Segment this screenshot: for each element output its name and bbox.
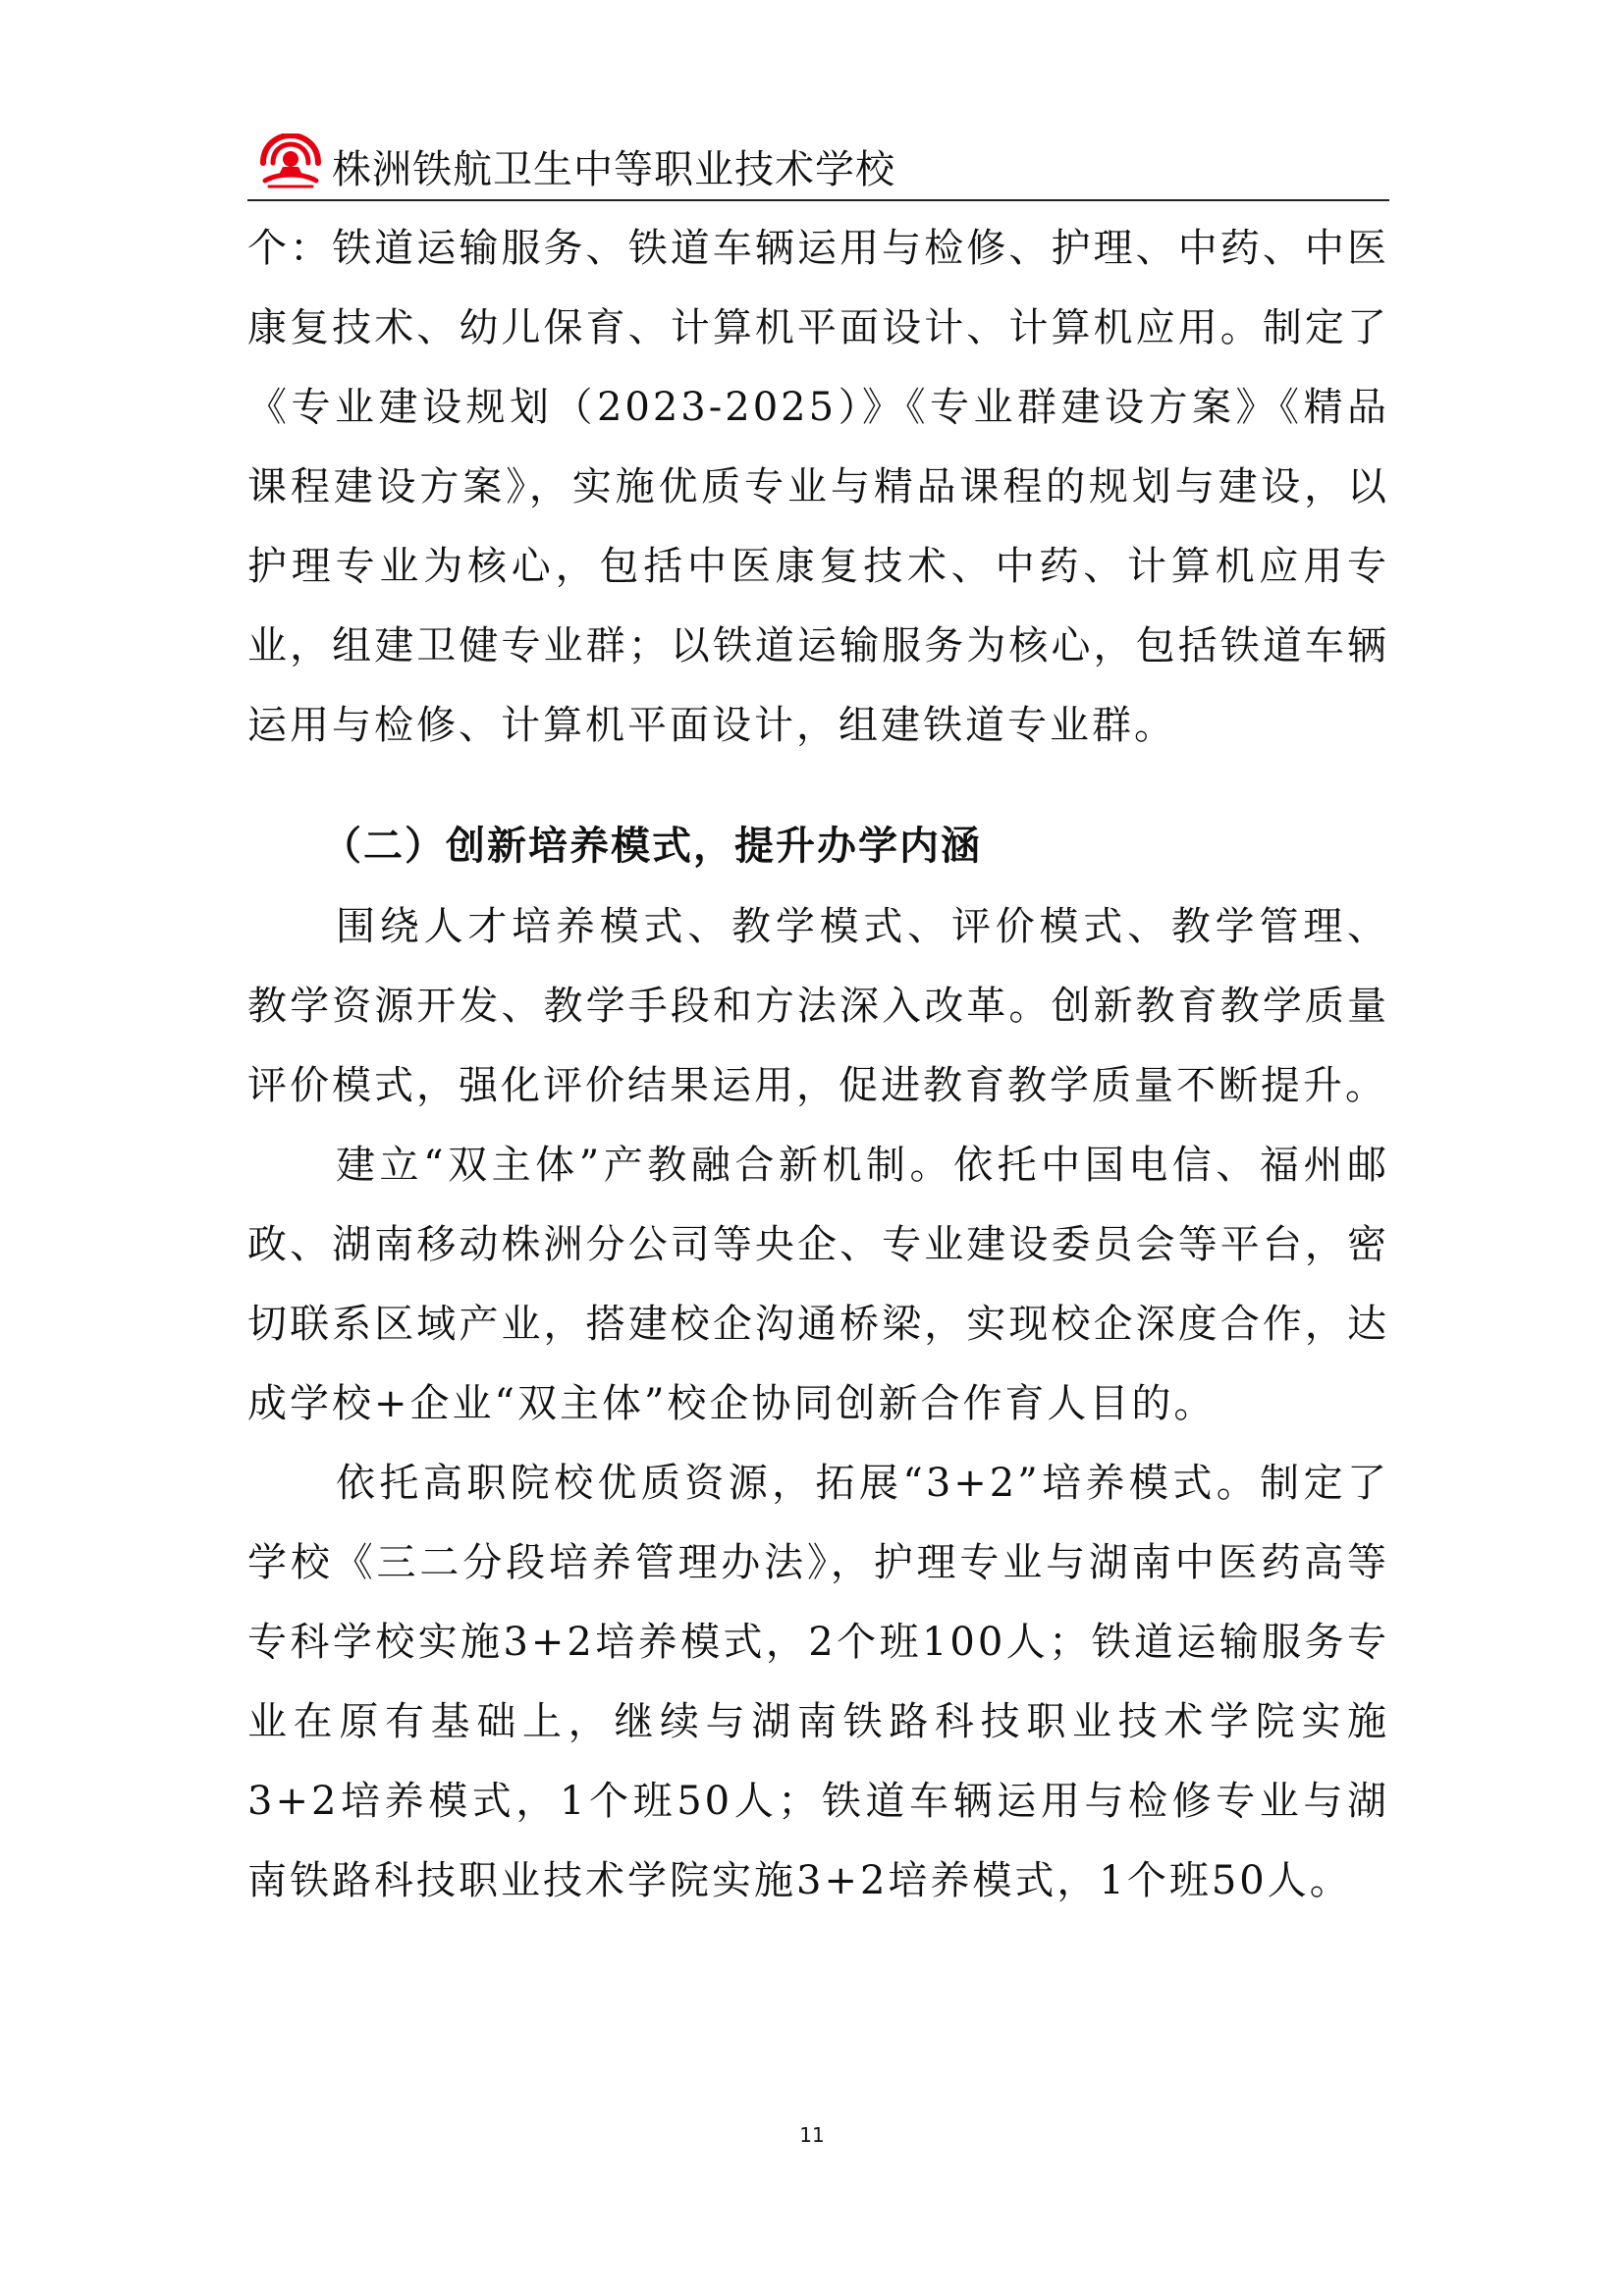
paragraph-3plus2: 依托高职院校优质资源，拓展“3+2”培养模式。制定了学校《三二分段培养管理办法》，护理专业与湖南中医药高等专科学校实施3+2培养模式，2个班100人；铁道运输服务专业在原有基础上，继续与湖南铁路科技职业技术学院实施3+2培养模式，1个班50人；铁道车辆运用与检修专业与湖南铁路科技职业技术学院实施3+2培养模式，1个班50人。: [247, 1461, 1389, 1903]
school-name: 株洲铁航卫生中等职业技术学校: [332, 147, 895, 192]
paragraph-dual-subject: 建立“双主体”产教融合新机制。依托中国电信、福州邮政、湖南移动株洲分公司等央企、专业建设委员会等平台，密切联系区域产业，搭建校企沟通桥梁，实现校企深度合作，达成学校+企业“双主体”校企协同创新合作育人目的。: [247, 1143, 1389, 1426]
section-heading: （二）创新培养模式，提升办学内涵: [322, 824, 982, 869]
paragraph-majors: 个：铁道运输服务、铁道车辆运用与检修、护理、中药、中医康复技术、幼儿保育、计算机平面设计、计算机应用。制定了《专业建设规划（2023-2025）》《专业群建设方案》《精品课程建设方案》，实施优质专业与精品课程的规划与建设，以护理专业为核心，包括中医康复技术、中药、计算机应用专业，组建卫健专业群；以铁道运输服务为核心，包括铁道车辆运用与检修、计算机平面设计，组建铁道专业群。: [247, 226, 1389, 748]
document-body: [247, 209, 1389, 1921]
paragraph-reform: 围绕人才培养模式、教学模式、评价模式、教学管理、教学资源开发、教学手段和方法深入改革。创新教育教学质量评价模式，强化评价结果运用，促进教育教学质量不断提升。: [247, 904, 1389, 1108]
school-emblem-icon: [259, 133, 322, 188]
page-header: [247, 126, 1389, 201]
page-number: 11: [799, 2123, 825, 2147]
